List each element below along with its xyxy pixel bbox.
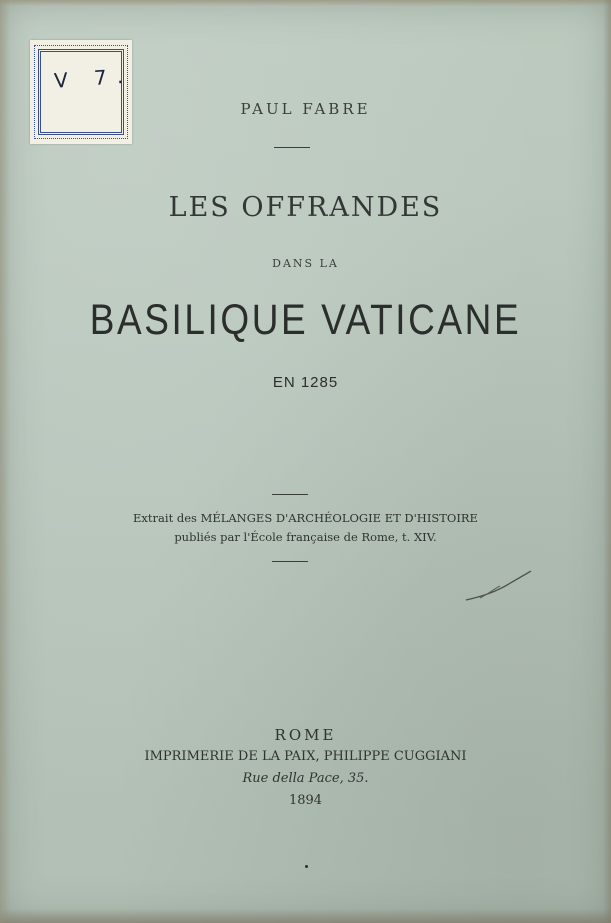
imprint-city: ROME xyxy=(274,726,337,744)
title-line-offrandes: LES OFFRANDES xyxy=(168,192,443,223)
imprint-printer: IMPRIMERIE DE LA PAIX, PHILIPPE CUGGIANI xyxy=(144,749,467,764)
imprint-street: Rue della Pace, 35. xyxy=(242,771,369,786)
title-line-dans-la: DANS LA xyxy=(272,257,339,270)
title-line-year: EN 1285 xyxy=(272,374,339,391)
extract-note-line2: publiés par l'École française de Rome, t. XIV. xyxy=(174,530,437,544)
extract-note-line1: Extrait des MÉLANGES D'ARCHÉOLOGIE ET D'HISTOIRE xyxy=(133,511,478,525)
imprint-block xyxy=(0,724,611,812)
title-line-basilique: BASILIQUE VATICANE xyxy=(89,296,522,344)
author-name: PAUL FABRE xyxy=(240,100,371,118)
ink-dot xyxy=(305,865,308,868)
imprint-year: 1894 xyxy=(288,793,323,808)
pencil-stroke xyxy=(466,571,531,600)
library-label-text: V 7. xyxy=(53,63,134,93)
pencil-stroke-2 xyxy=(480,586,500,598)
